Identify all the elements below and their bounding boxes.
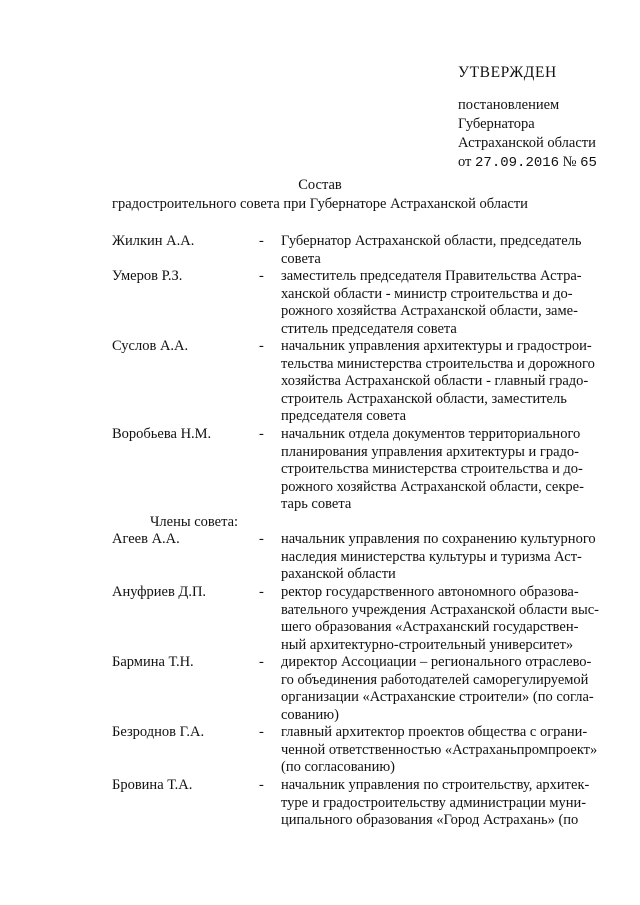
description-line: шего образования «Астраханский государствен-: [281, 619, 579, 635]
dash-separator: -: [259, 777, 264, 793]
description-line: рожного хозяйства Астраханской области, секре-: [281, 478, 584, 495]
approval-line-1: постановлением: [458, 97, 560, 113]
description-line: главный архитектор проектов общества с ограни-: [281, 724, 588, 740]
description-line: ректор государственного автономного образова-: [281, 584, 579, 600]
person-name: Агеев А.А.: [112, 531, 180, 547]
dash-separator: -: [259, 426, 264, 442]
position-description: [281, 233, 605, 268]
description-line: тарь совета: [281, 496, 352, 512]
dash-separator: -: [259, 268, 264, 284]
dash-separator: -: [259, 233, 264, 249]
description-line: совета: [281, 250, 321, 267]
approval-number: 65: [580, 155, 597, 171]
approval-date-line: [458, 153, 628, 173]
person-name: Безроднов Г.А.: [112, 724, 205, 740]
position-description: [281, 426, 605, 514]
description-line: (по согласованию): [281, 759, 395, 775]
description-line: директор Ассоциации – регионального отраслево-: [281, 654, 592, 670]
person-name: Бровина Т.А.: [112, 777, 193, 793]
description-line: Губернатор Астраханской области, председатель: [281, 233, 582, 249]
date-prefix: от: [458, 154, 472, 170]
approval-block: [458, 64, 628, 173]
approval-stamp: УТВЕРЖДЕН: [458, 64, 557, 81]
person-name: Воробьева Н.М.: [112, 426, 212, 442]
dash-separator: -: [259, 724, 264, 740]
description-line: тельства министерства строительства и дорожного: [281, 355, 595, 372]
position-description: [281, 268, 605, 338]
description-line: начальник управления архитектуры и градострои-: [281, 338, 592, 354]
description-line: туре и градостроительству администрации муни-: [281, 794, 587, 811]
description-line: наследия министерства культуры и туризма Аст-: [281, 548, 582, 565]
description-line: ный архитектурно-строительный университет»: [281, 636, 574, 653]
person-name: Бармина Т.Н.: [112, 654, 194, 670]
person-name: Суслов А.А.: [112, 338, 189, 354]
members-heading: Члены совета:: [150, 514, 239, 530]
person-name: Жилкин А.А.: [112, 233, 195, 249]
description-line: рожного хозяйства Астраханской области, заме-: [281, 303, 578, 319]
description-line: заместитель председателя Правительства Астра-: [281, 268, 582, 284]
dash-separator: -: [259, 531, 264, 547]
description-line: ченной ответственностью «Астраханьпромпроект»: [281, 741, 598, 758]
description-line: ципального образования «Город Астрахань» (по: [281, 812, 579, 828]
description-line: сованию): [281, 706, 339, 723]
position-description: [281, 338, 605, 426]
dash-separator: -: [259, 584, 264, 600]
description-line: го объединения работодателей саморегулируемой: [281, 671, 589, 688]
person-name: Умеров Р.З.: [112, 268, 183, 284]
position-description: [281, 777, 605, 830]
approval-line-2: Губернатора: [458, 116, 535, 132]
number-sign: №: [562, 154, 577, 170]
position-description: [281, 531, 605, 584]
description-line: организации «Астраханские строители» (по согла-: [281, 689, 594, 705]
description-line: начальник отдела документов территориального: [281, 426, 581, 442]
position-description: [281, 654, 605, 724]
description-line: ханской области - министр строительства и до-: [281, 285, 573, 302]
position-description: [281, 724, 605, 777]
description-line: начальник управления по сохранению культурного: [281, 531, 596, 547]
approval-line-3: Астраханской области: [458, 135, 596, 151]
description-line: ститель председателя совета: [281, 320, 457, 337]
description-line: вательного учреждения Астраханской области выс-: [281, 601, 600, 618]
person-name: Ануфриев Д.П.: [112, 584, 207, 600]
approval-date: 27.09.2016: [475, 155, 560, 171]
position-description: [281, 584, 605, 654]
dash-separator: -: [259, 338, 264, 354]
description-line: начальник управления по строительству, архитек-: [281, 777, 590, 793]
description-line: планирования управления архитектуры и градо-: [281, 443, 580, 460]
description-line: раханской области: [281, 566, 396, 582]
description-line: строительства министерства строительства и до-: [281, 461, 583, 477]
description-line: строитель Астраханской области, заместитель: [281, 390, 567, 407]
document-title: Состав: [298, 177, 342, 193]
document-subtitle: градостроительного совета при Губернаторе Астраханской области: [112, 196, 528, 212]
description-line: председателя совета: [281, 408, 407, 424]
description-line: хозяйства Астраханской области - главный градо-: [281, 373, 589, 389]
dash-separator: -: [259, 654, 264, 670]
